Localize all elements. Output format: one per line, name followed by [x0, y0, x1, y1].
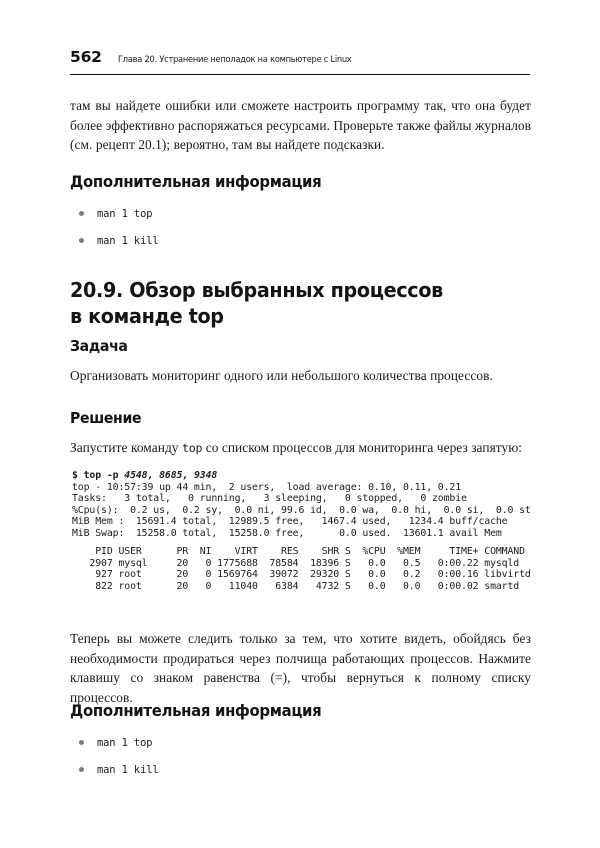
- closing-paragraph: Теперь вы можете следить только за тем, что хотите видеть, обойдясь без необходимости продираться через полчища работающих процессов. Нажмите клавишу со знаком равенства (=), чтобы вернуться к полному списку процессов.: [70, 631, 531, 705]
- inline-command-top: top: [181, 441, 203, 455]
- header-rule: [70, 74, 530, 75]
- bullet-icon: [79, 211, 84, 216]
- bullet-icon: [79, 740, 84, 745]
- list-item: [70, 203, 531, 224]
- recipe-title-line-2: в команде top: [70, 303, 224, 328]
- solution-heading: Решение: [70, 409, 142, 427]
- shell-prompt-command: [72, 470, 217, 481]
- task-paragraph: Организовать мониторинг одного или небольшого количества процессов.: [70, 368, 493, 383]
- code-blank-line: [72, 539, 538, 546]
- recipe-title-line-1: 20.9. Обзор выбранных процессов: [70, 278, 443, 302]
- solution-lead-after: со списком процессов для мониторинга через запятую:: [202, 440, 523, 455]
- see-also-heading-bottom: Дополнительная информация: [70, 701, 322, 720]
- task-heading: Задача: [70, 337, 128, 355]
- list-item: [70, 230, 531, 251]
- see-also-heading-top: Дополнительная информация: [70, 172, 322, 191]
- command-prefix: $ top -p: [72, 470, 125, 481]
- intro-paragraph: там вы найдете ошибки или сможете настроить программу так, что она будет более эффективно распоряжаться ресурсами. Проверьте также файлы журналов (см. рецепт 20.1); вероятно, там вы найдете подсказки.: [70, 98, 531, 153]
- top-summary-line: MiB Mem : 15691.4 total, 12989.5 free, 1467.4 used, 1234.4 buff/cache: [72, 516, 508, 528]
- list-item-label: man 1 kill: [97, 234, 159, 247]
- see-also-list-top: [70, 203, 531, 251]
- page-number: 562: [70, 48, 102, 66]
- top-summary-line: Tasks: 3 total, 0 running, 3 sleeping, 0 stopped, 0 zombie: [72, 493, 467, 505]
- recipe-title: [70, 278, 499, 329]
- terminal-listing: [72, 470, 538, 592]
- list-item: [70, 732, 531, 753]
- table-row: 927 root 20 0 1569764 39072 29320 S 0.0 0.2 0:00.16 libvirtd: [72, 569, 531, 581]
- command-pids: 4548, 8685, 9348: [124, 470, 218, 481]
- running-title: Глава 20. Устранение неполадок на компьютере с Linux: [118, 55, 352, 65]
- top-summary-line: MiB Swap: 15258.0 total, 15258.0 free, 0.0 used. 13601.1 avail Mem: [72, 527, 502, 539]
- list-item-label: man 1 kill: [97, 763, 159, 776]
- bullet-icon: [79, 238, 84, 243]
- running-head: [70, 48, 530, 66]
- solution-lead-paragraph: [70, 438, 531, 459]
- bullet-icon: [79, 767, 84, 772]
- list-item-label: man 1 top: [97, 736, 153, 749]
- table-row: 2907 mysql 20 0 1775688 78584 18396 S 0.0 0.5 0:00.22 mysqld: [72, 557, 520, 569]
- list-item: [70, 759, 531, 780]
- see-also-list-bottom: [70, 732, 531, 780]
- top-summary-line: top - 10:57:39 up 44 min, 2 users, load average: 0.10, 0.11, 0.21: [72, 481, 462, 493]
- solution-lead-before: Запустите команду: [70, 440, 182, 455]
- list-item-label: man 1 top: [97, 207, 153, 220]
- table-row: 822 root 20 0 11040 6384 4732 S 0.0 0.0 0:00.02 smartd: [72, 580, 520, 592]
- process-table-header: PID USER PR NI VIRT RES SHR S %CPU %MEM TIME+ COMMAND: [72, 546, 525, 558]
- top-summary-line: %Cpu(s): 0.2 us, 0.2 sy, 0.0 ni, 99.6 id, 0.0 wa, 0.0 hi, 0.0 si, 0.0 st: [72, 504, 531, 516]
